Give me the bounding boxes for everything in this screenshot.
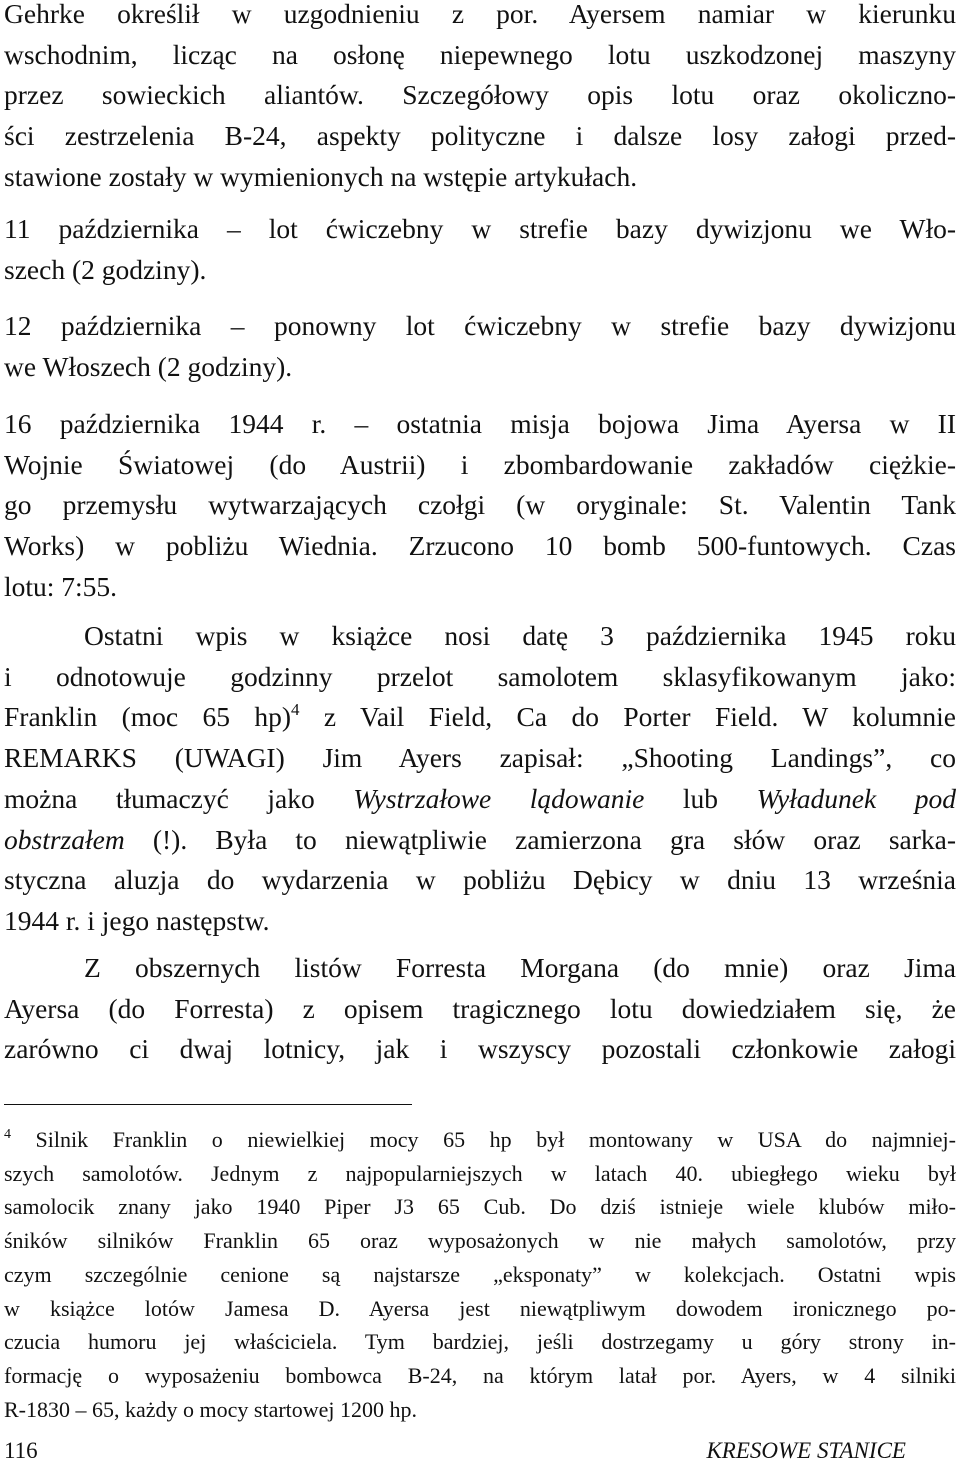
page-number: 116 — [4, 1438, 38, 1463]
text-line: wschodnim, licząc na osłonę niepewnego lotu uszkodzonej maszyny — [4, 38, 956, 70]
text-line: Works) w pobliżu Wiednia. Zrzucono 10 bomb 500-funtowych. Czas — [4, 530, 956, 562]
footnote-reference: 4 — [291, 700, 300, 720]
text-line — [4, 779, 956, 820]
text-line: we Włoszech (2 godziny). — [4, 350, 293, 382]
paragraph-letters — [4, 948, 956, 1070]
text-span: Franklin (moc 65 hp) — [4, 701, 292, 733]
text-line: w książce lotów Jamesa D. Ayersa jest niewątpliwym dowodem ironicznego po- — [4, 1295, 956, 1321]
text-line: przez sowieckich aliantów. Szczegółowy opis lotu oraz okoliczno- — [4, 79, 956, 111]
text-line: styczna aluzja do wydarzenia w pobliżu Dębicy w dniu 13 września — [4, 864, 956, 896]
text-span: Silnik Franklin o niewielkiej mocy 65 hp był montowany w USA do najmniej- — [11, 1127, 956, 1152]
text-line — [4, 820, 956, 861]
text-line: szech (2 godziny). — [4, 253, 207, 285]
text-line: 11 października – lot ćwiczebny w strefie bazy dywizjonu we Wło- — [4, 213, 956, 244]
footnote-divider — [4, 1104, 412, 1105]
italic-phrase: Wyładunek pod — [756, 782, 956, 814]
text-line: i odnotowuje godzinny przelot samolotem sklasyfikowanym jako: — [4, 660, 956, 692]
italic-phrase: Wystrzałowe lądowanie — [353, 782, 645, 814]
footnote-marker: 4 — [4, 1127, 11, 1142]
text-line: zarówno ci dwaj lotnicy, jak i wszyscy pozostali członkowie załogi — [4, 1033, 956, 1065]
text-span: można tłumaczyć jako — [4, 782, 354, 814]
entry-oct-12 — [4, 306, 956, 387]
text-line: śników silników Franklin 65 oraz wyposażonych w nie małych samolotów, przy — [4, 1228, 956, 1254]
text-line: 12 października – ponowny lot ćwiczebny w strefie bazy dywizjonu — [4, 310, 956, 341]
text-line: stawione zostały w wymienionych na wstępie artykułach. — [4, 160, 638, 192]
paragraph-last-entry — [4, 616, 956, 942]
text-line: Wojnie Światowej (do Austrii) i zbombardowanie zakładów ciężkie- — [4, 448, 956, 480]
text-line: 1944 r. i jego następstw. — [4, 904, 270, 936]
entry-oct-16 — [4, 404, 956, 608]
text-line: Gehrke określił w uzgodnieniu z por. Ayersem namiar w kierunku — [4, 0, 956, 29]
text-line: ści zestrzelenia B-24, aspekty polityczne i dalsze losy załogi przed- — [4, 120, 956, 152]
text-line: Ostatni wpis w książce nosi datę 3 października 1945 roku — [84, 620, 956, 651]
text-line: czym szczególnie cenione są najstarsze „eksponaty” w kolekcjach. Ostatni wpis — [4, 1261, 956, 1287]
text-line: lotu: 7:55. — [4, 570, 118, 602]
text-line: REMARKS (UWAGI) Jim Ayers zapisał: „Shooting Landings”, co — [4, 742, 956, 774]
paragraph-intro — [4, 0, 956, 198]
entry-oct-11 — [4, 209, 956, 290]
italic-phrase: obstrzałem — [4, 823, 125, 855]
text-line: czucia humoru jej właściciela. Tym bardziej, jeśli dostrzegamy u góry strony in- — [4, 1329, 956, 1355]
text-line: Z obszernych listów Forresta Morgana (do mnie) oraz Jima — [84, 952, 956, 983]
text-line: 16 października 1944 r. – ostatnia misja bojowa Jima Ayersa w II — [4, 408, 956, 439]
running-title: KRESOWE STANICE — [706, 1438, 906, 1463]
text-line: formację o wyposażeniu bombowca B-24, na którym latał por. Ayers, w 4 silniki — [4, 1362, 956, 1388]
text-span: (!). Była to niewątpliwie zamierzona gra słów oraz sarka- — [124, 823, 956, 855]
text-line: R-1830 – 65, każdy o mocy startowej 1200 hp. — [4, 1396, 418, 1422]
text-line — [4, 697, 956, 738]
text-line: szych samolotów. Jednym z najpopularniejszych w latach 40. ubiegłego wieku był — [4, 1160, 956, 1186]
text-line: go przemysłu wytwarzających czołgi (w oryginale: St. Valentin Tank — [4, 489, 956, 521]
text-line: Ayersa (do Forresta) z opisem tragicznego lotu dowiedziałem się, że — [4, 992, 956, 1024]
text-line: samolocik znany jako 1940 Piper J3 65 Cub. Do dziś istnieje wiele klubów miło- — [4, 1194, 956, 1220]
text-span: lub — [644, 782, 757, 814]
text-line — [4, 1123, 956, 1157]
footnote — [4, 1123, 956, 1426]
text-span: z Vail Field, Ca do Porter Field. W kolumnie — [299, 701, 956, 733]
